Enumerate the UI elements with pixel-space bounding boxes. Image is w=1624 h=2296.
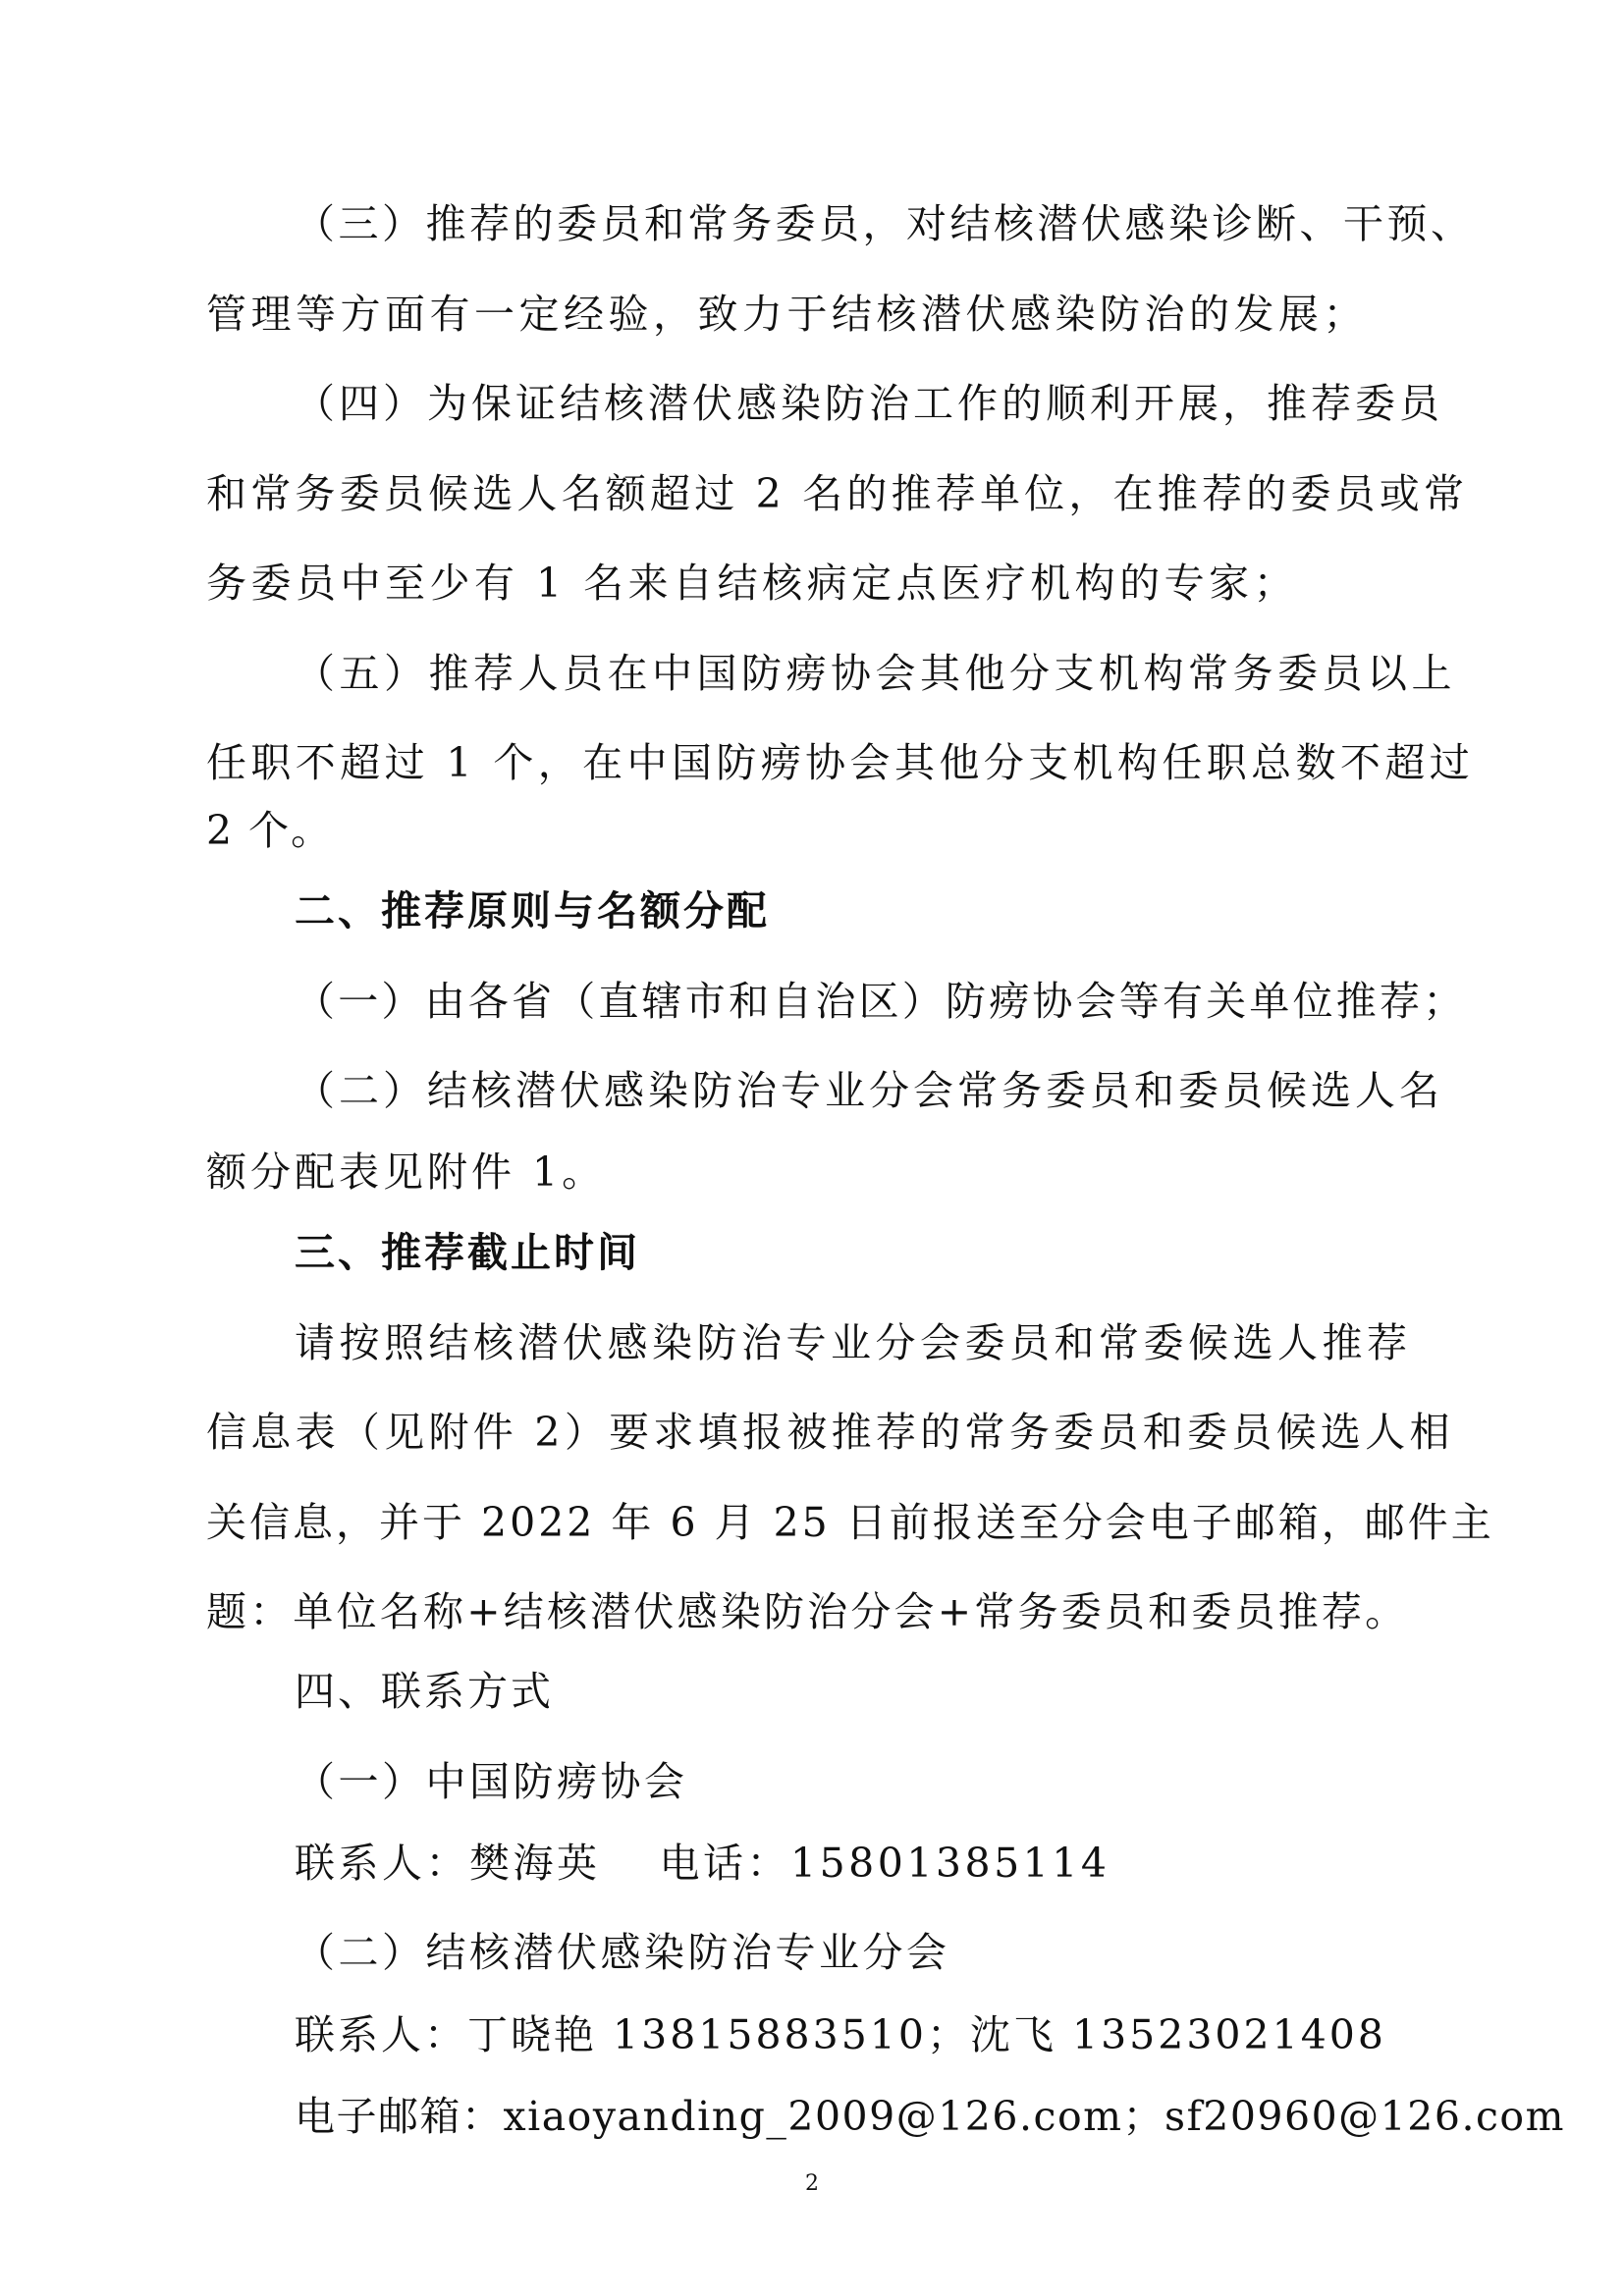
- paragraph-item-5-line-2: 任职不超过 1 个，在中国防痨协会其他分支机构任职总数不超过: [206, 739, 1475, 786]
- section-2-item-2-line-1: （二）结核潜伏感染防治专业分会常务委员和委员候选人名: [295, 1067, 1443, 1114]
- paragraph-item-3-line-1: （三）推荐的委员和常务委员，对结核潜伏感染诊断、干预、: [295, 200, 1475, 247]
- paragraph-item-5-line-3: 2 个。: [206, 807, 334, 854]
- section-3-line-2: 信息表（见附件 2）要求填报被推荐的常务委员和委员候选人相: [206, 1409, 1454, 1456]
- section-3-heading: 三、推荐截止时间: [295, 1229, 640, 1276]
- page-number: 2: [805, 2171, 819, 2196]
- paragraph-item-4-line-1: （四）为保证结核潜伏感染防治工作的顺利开展，推荐委员: [295, 380, 1443, 427]
- section-3-line-1: 请按照结核潜伏感染防治专业分会委员和常委候选人推荐: [295, 1319, 1412, 1366]
- section-3-line-4: 题：单位名称+结核潜伏感染防治分会+常务委员和委员推荐。: [206, 1588, 1409, 1635]
- contact-phone-1: 电话：15801385114: [659, 1840, 1110, 1887]
- section-2-item-2-line-2: 额分配表见附件 1。: [206, 1148, 607, 1196]
- contact-person-1: 联系人：樊海英: [295, 1840, 601, 1887]
- paragraph-item-4-line-3: 务委员中至少有 1 名来自结核病定点医疗机构的专家；: [206, 560, 1299, 607]
- contact-line-1: [295, 1834, 1110, 1893]
- section-2-heading: 二、推荐原则与名额分配: [295, 887, 770, 934]
- paragraph-item-3-line-2: 管理等方面有一定经验，致力于结核潜伏感染防治的发展；: [206, 291, 1368, 338]
- paragraph-item-4-line-2: 和常务委员候选人名额超过 2 名的推荐单位，在推荐的委员或常: [206, 470, 1469, 517]
- section-4-heading: 四、联系方式: [295, 1668, 554, 1715]
- contact-org-1: （一）中国防痨协会: [295, 1758, 688, 1805]
- paragraph-item-5-line-1: （五）推荐人员在中国防痨协会其他分支机构常务委员以上: [295, 650, 1456, 697]
- section-2-item-1: （一）由各省（直辖市和自治区）防痨协会等有关单位推荐；: [295, 978, 1467, 1025]
- contact-org-2: （二）结核潜伏感染防治专业分会: [295, 1929, 950, 1976]
- contact-email: 电子邮箱：xiaoyanding_2009@126.com；sf20960@126.com: [295, 2093, 1565, 2140]
- contact-line-2: 联系人：丁晓艳 13815883510；沈飞 13523021408: [295, 2011, 1386, 2058]
- section-3-line-3: 关信息，并于 2022 年 6 月 25 日前报送至分会电子邮箱，邮件主: [206, 1499, 1494, 1546]
